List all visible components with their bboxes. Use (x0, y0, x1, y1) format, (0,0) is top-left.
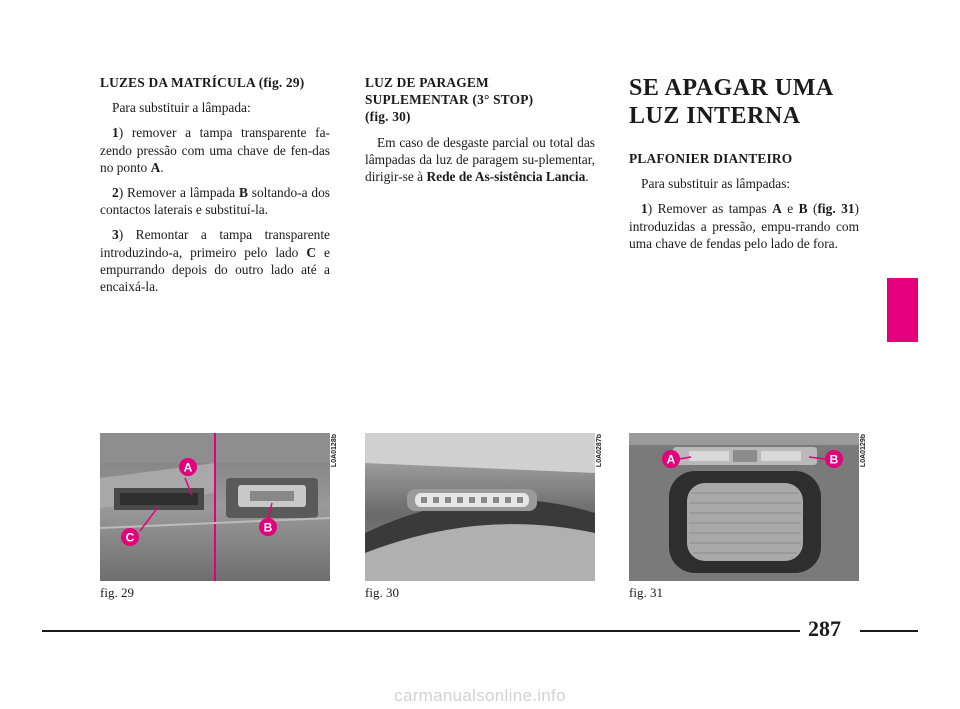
column-interior-light (629, 74, 859, 260)
svg-text:B: B (829, 452, 839, 467)
figure-30-photo (365, 433, 595, 581)
page-heading: SE APAGAR UMA LUZ INTERNA (629, 75, 834, 129)
svg-text:C: C (125, 530, 135, 545)
svg-text:A: A (666, 452, 676, 467)
figure-30-code: L0A0287b (596, 434, 603, 468)
section-title-front-plafonier: PLAFONIER DIANTEIRO (629, 151, 793, 166)
section-title-third-stop: LUZ DE PARAGEM SUPLEMENTAR (3° STOP) (fig. 30) (365, 75, 534, 125)
paragraph-intro: Para substituir a lâmpada: (112, 100, 251, 116)
paragraph-step-1: 1) Remover as tampas A e B (fig. 31) introduzidas a pressão, empu-rrando com uma chave de fendas pelo lado de fora. (629, 201, 859, 251)
section-tab-marker (887, 278, 918, 342)
column-license-plate-lights (100, 74, 330, 303)
figure-29-photo (100, 433, 330, 581)
paragraph-step-3: 3) Remontar a tampa transparente introduzindo-a, primeiro pelo lado C e empurrando depois do outro lado até a encaixá-la. (100, 227, 331, 295)
paragraph-intro: Para substituir as lâmpadas: (641, 176, 791, 192)
column-third-stop-light (365, 74, 595, 193)
figure-29-caption: fig. 29 (100, 585, 134, 600)
figure-29-code: L0A0128b (331, 434, 338, 468)
footer-rule-right (860, 630, 918, 632)
footer-rule-left (42, 630, 800, 632)
paragraph-third-stop: Em caso de desgaste parcial ou total das lâmpadas da luz de paragem su-plementar, dirigir-se à Rede de As-sistência Lancia. (365, 134, 595, 185)
paragraph-step-1: 1) remover a tampa transparente fa-zendo pressão com uma chave de fen-das no ponto A. (100, 125, 330, 175)
figure-31-photo (629, 433, 859, 581)
figure-31-code: L0A0129b (860, 434, 867, 468)
svg-text:A: A (183, 460, 193, 475)
figure-30-caption: fig. 30 (365, 585, 399, 600)
fig-ref: fig. 30 (369, 109, 407, 125)
figure-31-caption: fig. 31 (629, 585, 663, 600)
watermark-footer: carmanualsonline.info (394, 686, 566, 705)
paragraph-step-2: 2) Remover a lâmpada B soltando-a dos contactos laterais e substituí-la. (100, 185, 330, 218)
section-title-license-plate: LUZES DA MATRÍCULA (fig. 29) (100, 75, 305, 90)
page-number: 287 (808, 616, 841, 641)
fig-ref: fig. 29 (263, 75, 300, 90)
svg-text:B: B (263, 520, 273, 535)
